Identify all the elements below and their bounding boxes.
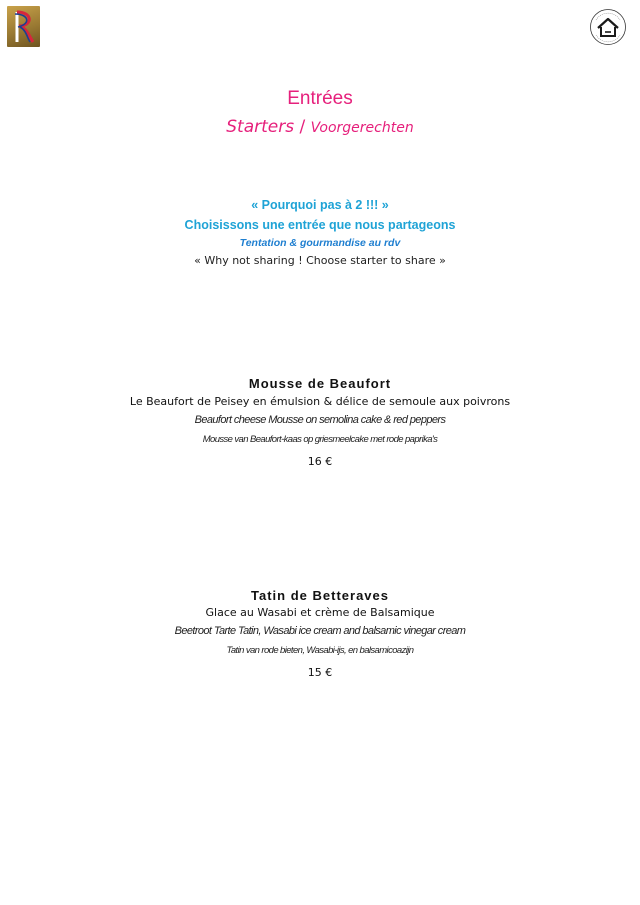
house-icon bbox=[589, 8, 627, 46]
promo-tagline: Tentation & gourmandise au rdv bbox=[239, 237, 401, 249]
dish-description-nl: Tatin van rode bieten, Wasabi-ijs, en balsamicoazijn bbox=[226, 645, 414, 656]
dish-description-fr: Le Beaufort de Peisey en émulsion & délice de semoule aux poivrons bbox=[129, 395, 511, 408]
fait-maison-house-logo bbox=[589, 8, 627, 46]
dish-name: Tatin de Betteraves bbox=[251, 588, 389, 603]
subtitle-separator: / bbox=[294, 117, 311, 137]
section-subtitle bbox=[0, 117, 640, 137]
monogram-r-logo bbox=[7, 6, 40, 47]
promo-english-line: « Why not sharing ! Choose starter to share » bbox=[194, 254, 446, 267]
dish-name: Mousse de Beaufort bbox=[248, 376, 392, 391]
dish-description-en: Beetroot Tarte Tatin, Wasabi ice cream and balsamic vinegar cream bbox=[174, 625, 466, 637]
monogram-r-icon bbox=[7, 6, 40, 47]
section-title: Entrées bbox=[287, 88, 353, 109]
promo-headline: « Pourquoi pas à 2 !!! » bbox=[251, 198, 389, 212]
dish-description-en: Beaufort cheese Mousse on semolina cake & red peppers bbox=[194, 414, 446, 426]
promo-share-line: Choisissons une entrée que nous partageons bbox=[184, 218, 456, 232]
dish-description-nl: Mousse van Beaufort-kaas op griesmeelcake met rode paprika's bbox=[202, 434, 438, 445]
subtitle-english: Starters bbox=[226, 117, 295, 137]
dish-description-fr: Glace au Wasabi et crème de Balsamique bbox=[205, 606, 435, 619]
dish-price: 15 € bbox=[307, 666, 333, 679]
subtitle-dutch: Voorgerechten bbox=[310, 120, 414, 136]
dish-price: 16 € bbox=[307, 455, 333, 468]
